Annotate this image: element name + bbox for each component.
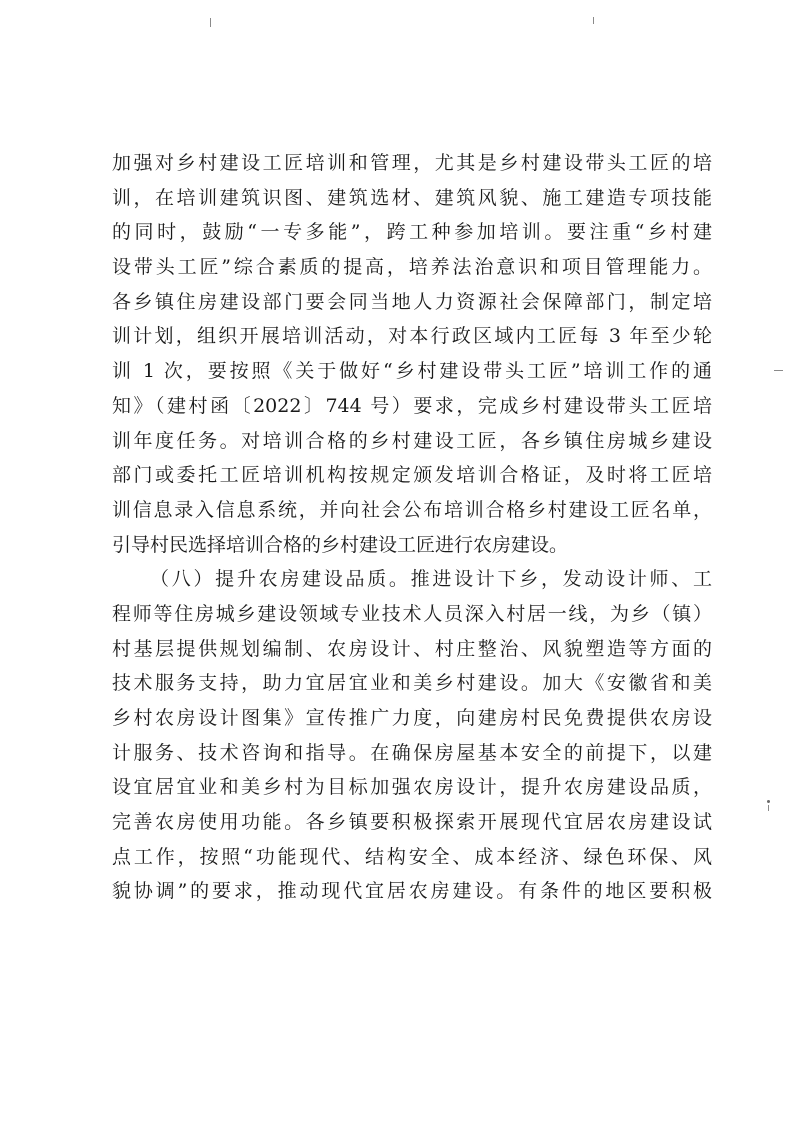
text-line: 乡村农房设计图集》宣传推广力度，向建房村民免费提供农房设 <box>112 707 712 729</box>
text-line: 设带头工匠”综合素质的提高，培养法治意识和项目管理能力。 <box>112 256 712 279</box>
text-line: 村基层提供规划编制、农房设计、村庄整治、风貌塑造等方面的 <box>112 637 712 660</box>
text-line: 貌协调”的要求，推动现代宜居农房建设。有条件的地区要积极 <box>112 880 712 903</box>
scan-mark-right <box>774 370 783 371</box>
body-text <box>112 146 712 909</box>
scan-mark-top-2 <box>593 17 594 24</box>
text-line: 训计划，组织开展培训活动，对本行政区域内工匠每 3 年至少轮 <box>112 325 712 348</box>
text-line: 训年度任务。对培训合格的乡村建设工匠，各乡镇住房城乡建设 <box>112 429 712 452</box>
scan-mark-top <box>210 18 211 27</box>
text-line: 点工作，按照“功能现代、结构安全、成本经济、绿色环保、风 <box>112 845 712 868</box>
text-line: 程师等住房城乡建设领域专业技术人员深入村居一线，为乡（镇） <box>112 602 712 625</box>
text-line: 训信息录入信息系统，并向社会公布培训合格乡村建设工匠名单， <box>112 498 712 521</box>
scan-dot <box>767 800 770 803</box>
text-line: 训，在培训建筑识图、建筑选材、建筑风貌、施工建造专项技能 <box>112 186 712 209</box>
text-line: 知》（建村函〔2022〕744 号）要求，完成乡村建设带头工匠培 <box>112 394 712 417</box>
text-line: 部门或委托工匠培训机构按规定颁发培训合格证，及时将工匠培 <box>112 464 712 487</box>
text-line: 计服务、技术咨询和指导。在确保房屋基本安全的前提下，以建 <box>112 741 712 764</box>
text-line: 训 1 次，要按照《关于做好“乡村建设带头工匠”培训工作的通 <box>112 360 712 383</box>
text-line: 技术服务支持，助力宜居宜业和美乡村建设。加大《安徽省和美 <box>112 672 712 695</box>
text-line: 引导村民选择培训合格的乡村建设工匠进行农房建设。 <box>112 533 569 556</box>
text-line: 设宜居宜业和美乡村为目标加强农房设计，提升农房建设品质， <box>112 776 712 799</box>
scan-mark-right-2 <box>768 805 769 811</box>
text-line: 完善农房使用功能。各乡镇要积极探索开展现代宜居农房建设试 <box>112 811 712 834</box>
text-line: 各乡镇住房建设部门要会同当地人力资源社会保障部门，制定培 <box>112 290 712 313</box>
text-line: 加强对乡村建设工匠培训和管理，尤其是乡村建设带头工匠的培 <box>112 152 712 174</box>
section-heading-line: （八）提升农房建设品质。推进设计下乡，发动设计师、工 <box>150 568 712 591</box>
text-line: 的同时，鼓励“一专多能”，跨工种参加培训。要注重“乡村建 <box>112 221 712 244</box>
